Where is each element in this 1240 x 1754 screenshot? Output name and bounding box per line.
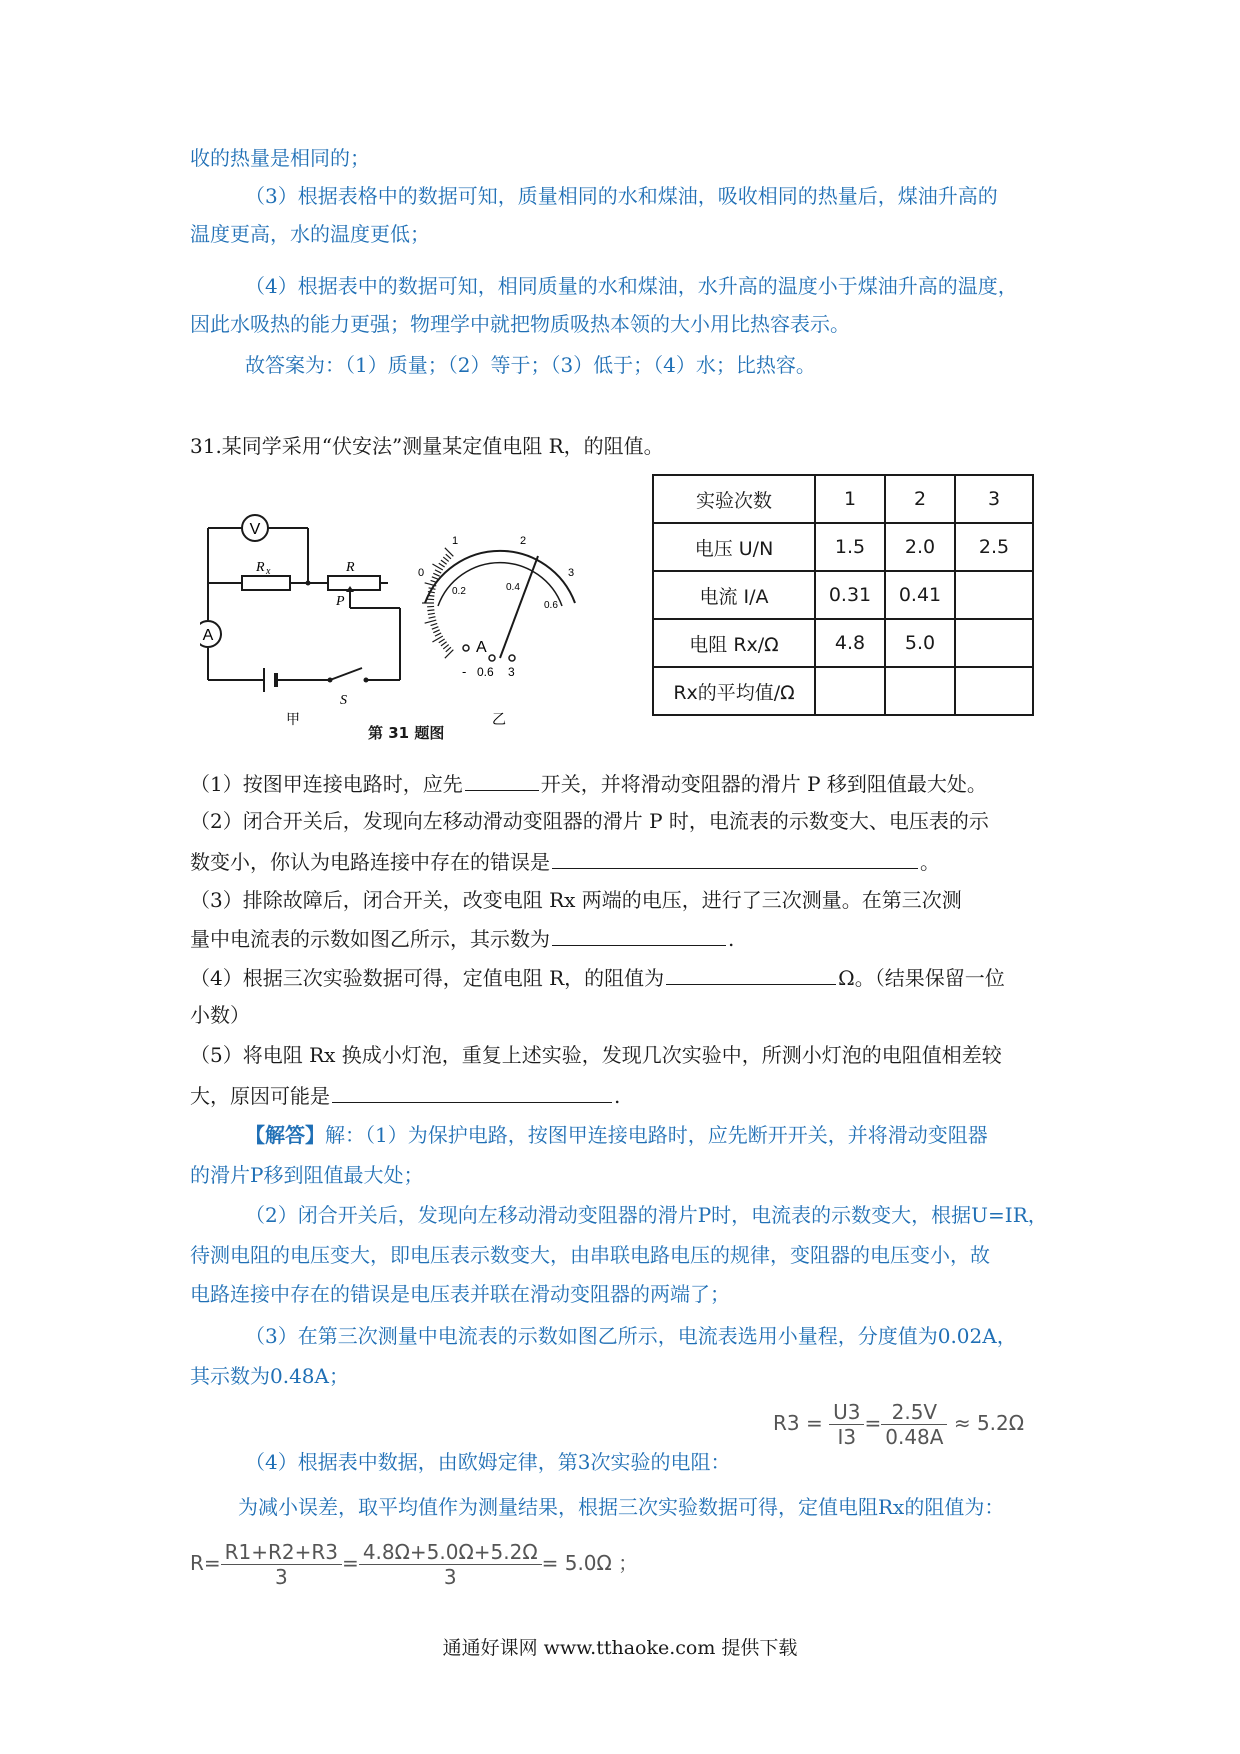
table-row bbox=[653, 571, 1033, 619]
prev-answer-line: 因此水吸热的能力更强；物理学中就把物质吸热本领的大小用比热容表示。 bbox=[190, 312, 850, 336]
sub-question-4-cont: 小数） bbox=[190, 1003, 250, 1027]
formula-fraction bbox=[221, 1540, 342, 1589]
rx-sub-label: x bbox=[266, 566, 271, 577]
answer-line: 其示数为0.48A； bbox=[190, 1364, 349, 1388]
terminal-label: - bbox=[462, 664, 467, 679]
q1-text: （1）按图甲连接电路时，应先 bbox=[190, 772, 463, 796]
formula-fraction bbox=[881, 1400, 947, 1449]
q1-text-end: 开关，并将滑动变阻器的滑片 P 移到阻值最大处。 bbox=[540, 772, 987, 796]
dial-tick bbox=[433, 630, 439, 633]
dial-tick bbox=[435, 570, 441, 573]
sub-question-5-cont bbox=[190, 1080, 620, 1111]
dial-tick bbox=[446, 647, 451, 652]
answer-line: （2）闭合开关后，发现向左移动滑动变阻器的滑片P时，电流表的示数变大，根据U=IR， bbox=[245, 1203, 1048, 1227]
circuit-figure bbox=[200, 508, 620, 728]
dial-tick-label: 3 bbox=[568, 567, 575, 579]
question-title: 31.某同学采用“伏安法”测量某定值电阻 R，的阻值。 bbox=[190, 434, 664, 458]
answer-line-1 bbox=[245, 1120, 988, 1150]
formula-numerator: U3 bbox=[829, 1400, 864, 1425]
table-cell bbox=[885, 667, 955, 715]
table-cell: Rx的平均值/Ω bbox=[653, 667, 815, 715]
table-cell: 电压 U/N bbox=[653, 523, 815, 571]
voltmeter-icon bbox=[242, 515, 268, 541]
table-header-cell: 1 bbox=[815, 475, 885, 523]
answer-blank[interactable] bbox=[552, 923, 726, 946]
answer-blank[interactable] bbox=[552, 846, 918, 869]
table-header-cell: 3 bbox=[955, 475, 1033, 523]
formula-lhs: R= bbox=[190, 1551, 221, 1575]
r-label: R bbox=[346, 560, 355, 575]
answer-line: 的滑片P移到阻值最大处； bbox=[190, 1163, 424, 1187]
dial-tick bbox=[431, 623, 438, 625]
formula-result: = 5.0Ω ； bbox=[541, 1551, 639, 1575]
dial-tick bbox=[429, 588, 436, 589]
sub-question-2-cont bbox=[190, 846, 940, 877]
formula-denominator: 3 bbox=[443, 1565, 457, 1589]
table-row bbox=[653, 523, 1033, 571]
table-cell: 2.5 bbox=[955, 523, 1033, 571]
dial-tick bbox=[432, 627, 439, 630]
table-row bbox=[653, 667, 1033, 715]
formula-r3: R3 = $\frac{U3}{I3}$ = $\frac{2.5V}{0.48A}$ ≈ 5.2Ω bbox=[773, 1400, 1025, 1449]
prev-answer-line: （4）根据表中的数据可知，相同质量的水和煤油，水升高的温度小于煤油升高的温度， bbox=[245, 274, 1018, 298]
dial-tick bbox=[432, 577, 439, 580]
dial-tick bbox=[439, 639, 445, 643]
yi-label: 乙 bbox=[492, 712, 506, 728]
formula-denominator: 3 bbox=[274, 1565, 288, 1589]
q4-text-end: Ω。（结果保留一位 bbox=[838, 966, 1005, 990]
dial-tick bbox=[429, 617, 436, 618]
formula-fraction bbox=[359, 1540, 542, 1589]
p-label: P bbox=[336, 594, 345, 609]
table-row bbox=[653, 619, 1033, 667]
sub-question-3-cont bbox=[190, 923, 734, 954]
dial-tick bbox=[427, 610, 434, 611]
formula-lhs: R3 = bbox=[773, 1411, 823, 1435]
table-row bbox=[653, 475, 1033, 523]
prev-answer-line: 温度更高，水的温度更低； bbox=[190, 222, 430, 246]
figure-caption: 第 31 题图 bbox=[368, 724, 445, 742]
formula-average: R= $\frac{R1+R2+R3}{3}$ = $\frac{4.8\Omega+5.0\Omega+5.2\Omega}{3}$ = 5.0Ω ； bbox=[190, 1540, 639, 1589]
answer-line: （3）在第三次测量中电流表的示数如图乙所示，电流表选用小量程，分度值为0.02A， bbox=[245, 1324, 1017, 1348]
table-header-cell: 2 bbox=[885, 475, 955, 523]
dial-tick-label: 0.4 bbox=[506, 582, 520, 593]
formula-numerator: 4.8Ω+5.0Ω+5.2Ω bbox=[359, 1540, 542, 1565]
terminal-label: 0.6 bbox=[477, 665, 494, 679]
s-label: S bbox=[340, 693, 347, 708]
table-cell bbox=[955, 619, 1033, 667]
table-cell bbox=[815, 667, 885, 715]
dial-tick-label: 0.6 bbox=[544, 600, 558, 611]
formula-denominator: I3 bbox=[837, 1425, 857, 1449]
formula-denominator: 0.48A bbox=[885, 1425, 944, 1449]
data-table bbox=[652, 474, 1034, 716]
table-header-cell: 实验次数 bbox=[653, 475, 815, 523]
dial-tick bbox=[446, 554, 451, 559]
table-cell bbox=[955, 667, 1033, 715]
table-cell: 5.0 bbox=[885, 619, 955, 667]
dial-tick bbox=[441, 642, 447, 646]
table-cell: 2.0 bbox=[885, 523, 955, 571]
q2-text: 数变小，你认为电路连接中存在的错误是 bbox=[190, 850, 550, 874]
answer-tag: 【解答】 bbox=[245, 1123, 325, 1147]
table-cell bbox=[955, 571, 1033, 619]
answer-blank[interactable] bbox=[465, 768, 539, 791]
dial-tick-label: 0 bbox=[418, 567, 425, 579]
table-cell: 电流 I/A bbox=[653, 571, 815, 619]
terminal-label: 3 bbox=[508, 665, 515, 679]
dial-tick-label: 1 bbox=[452, 535, 459, 547]
dial-tick bbox=[439, 563, 445, 567]
answer-line: 为减小误差，取平均值作为测量结果，根据三次实验数据可得，定值电阻Rx的阻值为： bbox=[238, 1495, 1005, 1519]
q4-text: （4）根据三次实验数据可得，定值电阻 R，的阻值为 bbox=[190, 966, 665, 990]
formula-numerator: R1+R2+R3 bbox=[221, 1540, 342, 1565]
dial-tick-label: 0.2 bbox=[452, 586, 466, 597]
dial-tick bbox=[428, 613, 435, 614]
table-cell: 0.31 bbox=[815, 571, 885, 619]
answer-blank[interactable] bbox=[666, 962, 836, 985]
sub-question-5: （5）将电阻 Rx 换成小灯泡，重复上述实验，发现几次实验中，所测小灯泡的电阻值相差较 bbox=[190, 1043, 1002, 1067]
q5-end: . bbox=[614, 1084, 621, 1108]
dial-tick bbox=[443, 557, 448, 561]
table-cell: 4.8 bbox=[815, 619, 885, 667]
dial-a-label: A bbox=[476, 639, 487, 656]
answer-line: 电路连接中存在的错误是电压表并联在滑动变阻器的两端了； bbox=[190, 1282, 730, 1306]
sub-question-1 bbox=[190, 768, 987, 799]
sub-question-3: （3）排除故障后，闭合开关，改变电阻 Rx 两端的电压，进行了三次测量。在第三次测 bbox=[190, 888, 962, 912]
voltmeter-label: V bbox=[249, 521, 261, 538]
dial-tick bbox=[425, 620, 437, 623]
q2-end: 。 bbox=[920, 850, 940, 874]
dial-tick-label: 2 bbox=[520, 535, 527, 547]
answer-line: （4）根据表中数据，由欧姆定律，第3次实验的电阻： bbox=[245, 1450, 731, 1474]
sub-question-2: （2）闭合开关后，发现向左移动滑动变阻器的滑片 P 时，电流表的示数变大、电压表的示 bbox=[190, 809, 989, 833]
q3-text: 量中电流表的示数如图乙所示，其示数为 bbox=[190, 927, 550, 951]
formula-fraction bbox=[829, 1400, 864, 1449]
table-cell: 1.5 bbox=[815, 523, 885, 571]
prev-answer-line: 收的热量是相同的； bbox=[190, 146, 370, 170]
table-cell: 0.41 bbox=[885, 571, 955, 619]
dial-tick bbox=[443, 645, 448, 649]
answer-blank[interactable] bbox=[332, 1080, 612, 1103]
prev-answer-line: （3）根据表格中的数据可知，质量相同的水和煤油，吸收相同的热量后，煤油升高的 bbox=[245, 184, 998, 208]
ammeter-label: A bbox=[202, 627, 214, 644]
dial-tick bbox=[433, 573, 439, 576]
formula-numerator: 2.5V bbox=[881, 1400, 947, 1425]
prev-answer-line: 故答案为：（1）质量；（2）等于；（3）低于；（4）水；比热容。 bbox=[245, 353, 816, 377]
answer-line: 待测电阻的电压变大，即电压表示数变大，由串联电路电压的规律，变阻器的电压变小，故 bbox=[190, 1243, 990, 1267]
ammeter-icon bbox=[200, 621, 221, 647]
q5-text: 大，原因可能是 bbox=[190, 1084, 330, 1108]
page-footer: 通通好课网 www.tthaoke.com 提供下载 bbox=[442, 1637, 798, 1659]
table-cell: 电阻 Rx/Ω bbox=[653, 619, 815, 667]
rx-label: R bbox=[256, 560, 265, 575]
answer-text: 解：（1）为保护电路，按图甲连接电路时，应先断开开关，并将滑动变阻器 bbox=[325, 1123, 988, 1147]
ammeter-dial bbox=[418, 535, 575, 728]
dial-tick bbox=[441, 560, 447, 564]
sub-question-4 bbox=[190, 962, 1005, 993]
jia-label: 甲 bbox=[286, 712, 300, 728]
dial-tick bbox=[427, 595, 434, 596]
formula-result: ≈ 5.2Ω bbox=[953, 1411, 1025, 1435]
dial-needle bbox=[500, 556, 538, 658]
q3-end: . bbox=[728, 927, 735, 951]
dial-tick bbox=[435, 633, 441, 636]
